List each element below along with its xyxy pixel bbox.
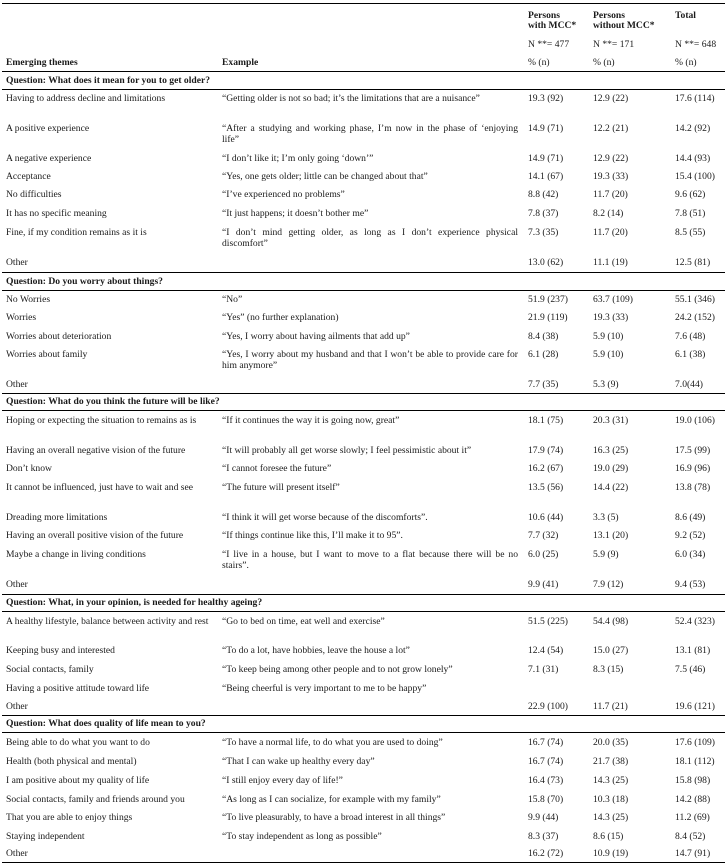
row-example: “To do a lot, have hobbies, leave the house a lot”	[222, 645, 410, 656]
header-n-mcc: N **= 477	[528, 39, 570, 50]
row-theme: Staying independent	[6, 831, 85, 842]
row-mcc: 16.4 (73)	[528, 775, 564, 786]
row-theme: Having to address decline and limitations	[6, 93, 166, 104]
row-total: 14.2 (92)	[675, 123, 711, 134]
row-nomcc: 11.7 (20)	[593, 189, 628, 200]
row-total: 11.2 (69)	[675, 812, 710, 823]
bottom-rule	[2, 862, 725, 863]
row-mcc: 7.1 (31)	[528, 664, 559, 675]
row-total: 15.4 (100)	[675, 171, 715, 182]
row-total: 13.1 (81)	[675, 645, 711, 656]
row-example: “Go to bed on time, eat well and exercise”	[222, 616, 385, 627]
row-nomcc: 7.9 (12)	[593, 579, 624, 590]
row-nomcc: 8.6 (15)	[593, 831, 624, 842]
row-nomcc: 12.2 (21)	[593, 123, 629, 134]
row-total: 17.6 (109)	[675, 737, 715, 748]
row-total: 8.6 (49)	[675, 512, 706, 523]
row-nomcc: 20.0 (35)	[593, 737, 629, 748]
header-pct-nomcc: % (n)	[593, 57, 615, 68]
question-rule	[2, 89, 725, 90]
row-theme: Maybe a change in living conditions	[6, 549, 146, 560]
row-nomcc: 15.0 (27)	[593, 645, 629, 656]
row-total: 7.0(44)	[675, 379, 703, 390]
row-mcc: 16.7 (74)	[528, 737, 564, 748]
question-heading: Question: Do you worry about things?	[6, 276, 163, 287]
row-total: 9.2 (52)	[675, 530, 706, 541]
row-total: 13.8 (78)	[675, 482, 711, 493]
row-mcc: 8.4 (38)	[528, 331, 559, 342]
row-theme: Other	[6, 257, 28, 268]
row-theme: That you are able to enjoy things	[6, 812, 133, 823]
row-total: 14.2 (88)	[675, 794, 711, 805]
row-theme: It cannot be influenced, just have to wait and see	[6, 482, 194, 493]
row-mcc: 18.1 (75)	[528, 415, 564, 426]
row-example: “After a studying and working phase, I’m now in the phase of ‘enjoying life”	[222, 123, 518, 145]
question-heading: Question: What, in your opinion, is needed for healthy ageing?	[6, 597, 263, 608]
row-nomcc: 19.3 (33)	[593, 312, 629, 323]
row-nomcc: 54.4 (98)	[593, 616, 629, 627]
row-nomcc: 11.1 (19)	[593, 257, 628, 268]
row-theme: Worries about family	[6, 349, 88, 360]
row-nomcc: 20.3 (31)	[593, 415, 629, 426]
row-theme: Other	[6, 579, 28, 590]
row-theme: I am positive about my quality of life	[6, 775, 150, 786]
row-nomcc: 8.3 (15)	[593, 664, 624, 675]
section-rule	[2, 272, 725, 273]
row-total: 17.6 (114)	[675, 93, 715, 104]
row-mcc: 7.7 (35)	[528, 379, 559, 390]
row-example: “I don’t like it; I’m only going ‘down’”	[222, 153, 374, 164]
row-total: 7.6 (48)	[675, 331, 706, 342]
section-rule	[2, 393, 725, 394]
row-theme: Having an overall negative vision of the future	[6, 445, 186, 456]
row-mcc: 16.2 (67)	[528, 463, 564, 474]
row-example: “I don’t mind getting older, as long as I don’t experience physical discomfort”	[222, 227, 518, 249]
row-nomcc: 21.7 (38)	[593, 756, 629, 767]
question-rule	[2, 732, 725, 733]
row-theme: Other	[6, 379, 28, 390]
row-nomcc: 5.9 (10)	[593, 349, 624, 360]
row-nomcc: 19.3 (33)	[593, 171, 629, 182]
row-example: “I’ve experienced no problems”	[222, 189, 345, 200]
row-total: 55.1 (346)	[675, 294, 715, 305]
row-theme: Worries about deterioration	[6, 331, 112, 342]
row-nomcc: 10.9 (19)	[593, 848, 629, 859]
row-theme: A negative experience	[6, 153, 92, 164]
header-n-total: N **= 648	[675, 39, 717, 50]
header-mcc-line2: with MCC*	[528, 20, 577, 31]
header-themes: Emerging themes	[6, 57, 78, 68]
row-total: 24.2 (152)	[675, 312, 715, 323]
row-total: 9.6 (62)	[675, 189, 706, 200]
row-nomcc: 5.9 (10)	[593, 331, 624, 342]
row-nomcc: 3.3 (5)	[593, 512, 619, 523]
header-pct-total: % (n)	[675, 57, 697, 68]
row-total: 12.5 (81)	[675, 257, 711, 268]
row-total: 19.0 (106)	[675, 415, 715, 426]
question-heading: Question: What does it mean for you to get older?	[6, 75, 211, 86]
row-example: “I still enjoy every day of life!”	[222, 775, 343, 786]
row-theme: Dreading more limitations	[6, 512, 108, 523]
question-rule	[2, 611, 725, 612]
row-mcc: 17.9 (74)	[528, 445, 564, 456]
row-total: 17.5 (99)	[675, 445, 711, 456]
row-mcc: 14.9 (71)	[528, 153, 564, 164]
row-theme: Don’t know	[6, 463, 52, 474]
row-mcc: 12.4 (54)	[528, 645, 564, 656]
question-heading: Question: What do you think the future will be like?	[6, 396, 220, 407]
row-total: 16.9 (96)	[675, 463, 711, 474]
row-nomcc: 5.3 (9)	[593, 379, 619, 390]
row-nomcc: 11.7 (20)	[593, 227, 628, 238]
row-nomcc: 12.9 (22)	[593, 153, 629, 164]
header-total: Total	[675, 10, 696, 21]
row-theme: Fine, if my condition remains as it is	[6, 227, 147, 238]
row-total: 52.4 (323)	[675, 616, 715, 627]
row-example: “Yes, I worry about my husband and that I won’t be able to provide care for him anymore”	[222, 349, 518, 371]
row-nomcc: 13.1 (20)	[593, 530, 629, 541]
row-total: 7.5 (46)	[675, 664, 706, 675]
question-heading: Question: What does quality of life mean to you?	[6, 718, 206, 729]
header-nomcc-line1: Persons	[593, 10, 625, 21]
row-theme: Social contacts, family and friends around you	[6, 794, 185, 805]
row-theme: Having an overall positive vision of the future	[6, 530, 184, 541]
row-theme: Health (both physical and mental)	[6, 756, 137, 767]
row-nomcc: 14.3 (25)	[593, 775, 629, 786]
row-example: “Yes” (no further explanation)	[222, 312, 339, 323]
question-rule	[2, 410, 725, 411]
row-example: “If things continue like this, I’ll make it to 95”.	[222, 530, 403, 541]
row-example: “As long as I can socialize, for example with my family”	[222, 794, 441, 805]
row-mcc: 8.3 (37)	[528, 831, 559, 842]
row-total: 15.8 (98)	[675, 775, 711, 786]
row-example: “Being cheerful is very important to me to be happy”	[222, 683, 427, 694]
row-example: “If it continues the way it is going now, great”	[222, 415, 400, 426]
header-mcc-line1: Persons	[528, 10, 560, 21]
row-nomcc: 63.7 (109)	[593, 294, 633, 305]
row-total: 14.7 (91)	[675, 848, 711, 859]
row-example: “Getting older is not so bad; it’s the limitations that are a nuisance”	[222, 93, 480, 104]
row-example: “No”	[222, 294, 243, 305]
row-nomcc: 5.9 (9)	[593, 549, 619, 560]
header-nomcc-line2: without MCC*	[593, 20, 655, 31]
question-rule	[2, 290, 725, 291]
row-mcc: 9.9 (44)	[528, 812, 559, 823]
row-theme: Having a positive attitude toward life	[6, 683, 150, 694]
row-theme: Being able to do what you want to do	[6, 737, 150, 748]
row-mcc: 13.5 (56)	[528, 482, 564, 493]
row-total: 6.0 (34)	[675, 549, 706, 560]
row-mcc: 10.6 (44)	[528, 512, 564, 523]
row-mcc: 7.7 (32)	[528, 530, 559, 541]
row-theme: Social contacts, family	[6, 664, 94, 675]
row-nomcc: 14.3 (25)	[593, 812, 629, 823]
row-mcc: 51.5 (225)	[528, 616, 568, 627]
row-theme: Acceptance	[6, 171, 51, 182]
row-total: 6.1 (38)	[675, 349, 706, 360]
row-example: “Yes, one gets older; little can be changed about that”	[222, 171, 428, 182]
row-nomcc: 16.3 (25)	[593, 445, 629, 456]
row-example: “I live in a house, but I want to move to a flat because there will be no stairs”.	[222, 549, 518, 571]
section-rule	[2, 715, 725, 716]
row-example: “To keep being among other people and to not grow lonely”	[222, 664, 453, 675]
row-mcc: 19.3 (92)	[528, 93, 564, 104]
row-mcc: 51.9 (237)	[528, 294, 568, 305]
row-mcc: 6.1 (28)	[528, 349, 559, 360]
row-example: “I think it will get worse because of the discomforts”.	[222, 512, 428, 523]
section-rule	[2, 594, 725, 595]
header-example: Example	[222, 57, 259, 68]
row-example: “It just happens; it doesn’t bother me”	[222, 208, 369, 219]
row-mcc: 15.8 (70)	[528, 794, 564, 805]
row-total: 8.4 (52)	[675, 831, 706, 842]
header-pct-mcc: % (n)	[528, 57, 550, 68]
row-mcc: 21.9 (119)	[528, 312, 568, 323]
row-nomcc: 14.4 (22)	[593, 482, 629, 493]
row-mcc: 13.0 (62)	[528, 257, 564, 268]
row-nomcc: 10.3 (18)	[593, 794, 629, 805]
row-example: “It will probably all get worse slowly; I feel pessimistic about it”	[222, 445, 472, 456]
row-example: “To stay independent as long as possible”	[222, 831, 382, 842]
row-mcc: 6.0 (25)	[528, 549, 559, 560]
row-example: “Yes, I worry about having ailments that add up”	[222, 331, 410, 342]
row-total: 9.4 (53)	[675, 579, 706, 590]
row-theme: Worries	[6, 312, 37, 323]
row-example: “The future will present itself”	[222, 482, 340, 493]
row-theme: No difficulties	[6, 189, 62, 200]
row-theme: Keeping busy and interested	[6, 645, 115, 656]
row-mcc: 9.9 (41)	[528, 579, 559, 590]
row-nomcc: 12.9 (22)	[593, 93, 629, 104]
row-theme: A healthy lifestyle, balance between activity and rest	[6, 616, 209, 627]
row-mcc: 14.1 (67)	[528, 171, 564, 182]
row-example: “That I can wake up healthy every day”	[222, 756, 375, 767]
row-mcc: 14.9 (71)	[528, 123, 564, 134]
row-total: 7.8 (51)	[675, 208, 706, 219]
row-mcc: 7.8 (37)	[528, 208, 559, 219]
row-mcc: 7.3 (35)	[528, 227, 559, 238]
row-theme: It has no specific meaning	[6, 208, 107, 219]
row-mcc: 16.2 (72)	[528, 848, 564, 859]
row-mcc: 16.7 (74)	[528, 756, 564, 767]
row-theme: Hoping or expecting the situation to remains as is	[6, 415, 197, 426]
row-example: “I cannot foresee the future”	[222, 463, 332, 474]
row-example: “To live pleasurably, to have a broad interest in all things”	[222, 812, 446, 823]
row-total: 19.6 (121)	[675, 701, 715, 712]
header-n-nomcc: N **= 171	[593, 39, 635, 50]
header-rule	[2, 71, 725, 72]
top-rule	[2, 3, 725, 4]
row-nomcc: 11.7 (21)	[593, 701, 628, 712]
row-theme: A positive experience	[6, 123, 90, 134]
row-example: “To have a normal life, to do what you are used to doing”	[222, 737, 443, 748]
row-theme: Other	[6, 701, 28, 712]
row-mcc: 8.8 (42)	[528, 189, 559, 200]
row-total: 8.5 (55)	[675, 227, 706, 238]
row-nomcc: 8.2 (14)	[593, 208, 624, 219]
row-nomcc: 19.0 (29)	[593, 463, 629, 474]
row-theme: Other	[6, 848, 28, 859]
row-mcc: 22.9 (100)	[528, 701, 568, 712]
row-theme: No Worries	[6, 294, 51, 305]
row-total: 14.4 (93)	[675, 153, 711, 164]
row-total: 18.1 (112)	[675, 756, 715, 767]
